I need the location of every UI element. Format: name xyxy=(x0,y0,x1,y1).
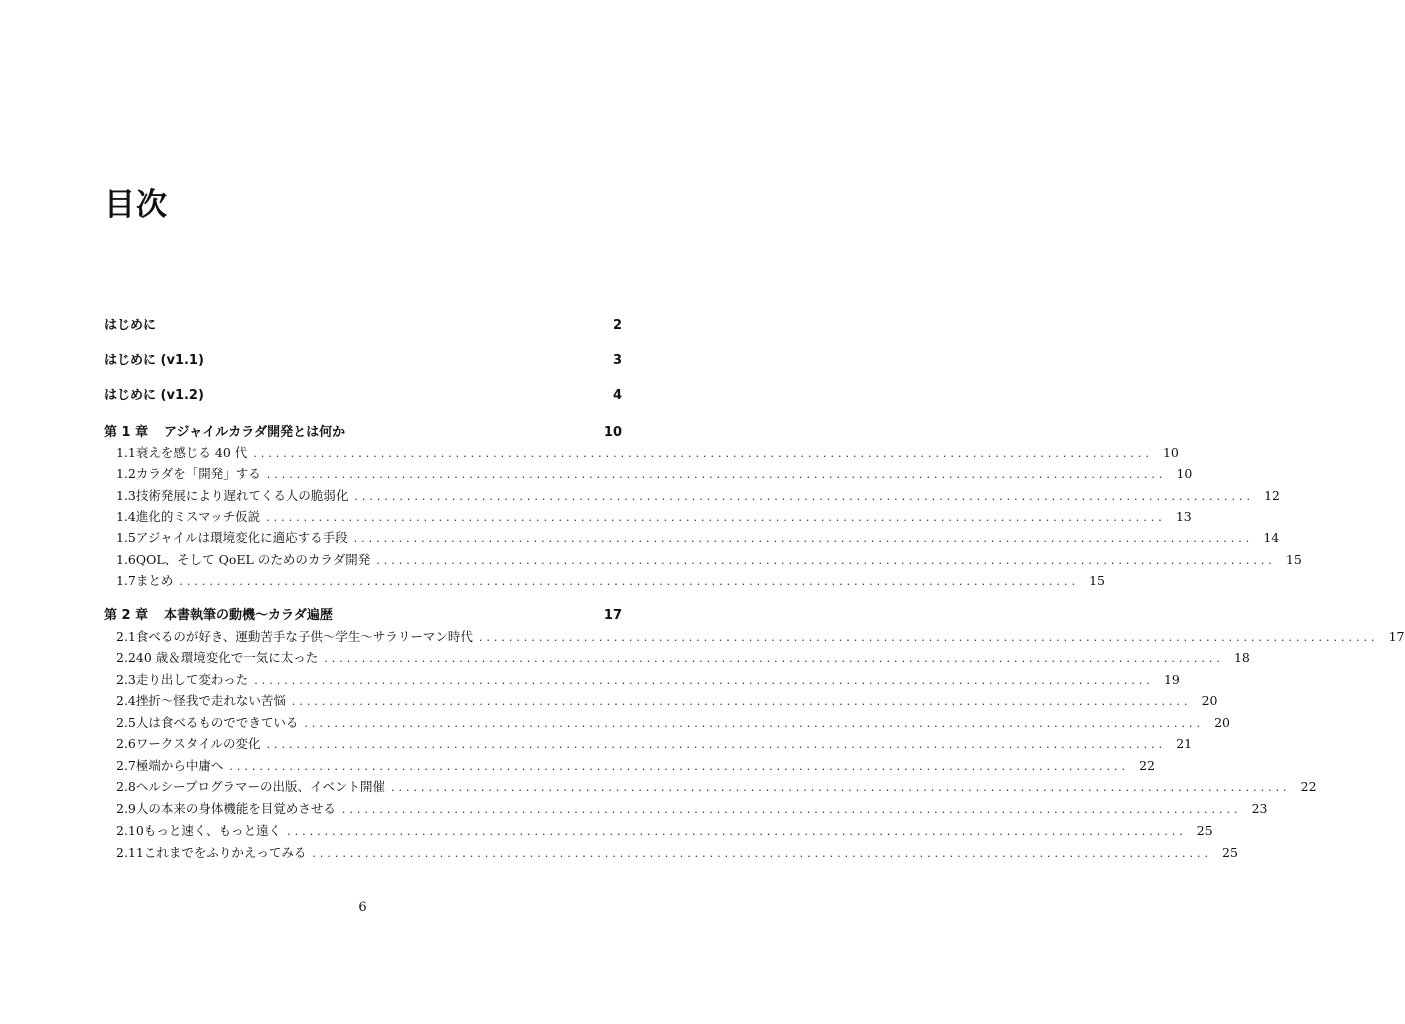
section-title: 衰えを感じる 40 代 xyxy=(135,445,248,460)
toc-entry-section[interactable] xyxy=(104,464,1193,484)
chapter-title: アジャイルカラダ開発とは何か xyxy=(164,425,346,440)
section-page: 10 xyxy=(1176,466,1193,481)
section-page: 15 xyxy=(1089,573,1105,588)
section-title: ヘルシープログラマーの出版、イベント開催 xyxy=(135,779,385,794)
section-title: もっと速く、もっと遠く xyxy=(143,823,282,838)
chapter-number: 第 1 章 xyxy=(104,425,149,440)
chapter-page: 10 xyxy=(603,425,622,440)
section-page: 21 xyxy=(1176,736,1193,751)
chapter-page: 17 xyxy=(603,608,622,623)
section-number: 2.1 xyxy=(116,629,136,644)
section-title: 極端から中庸へ xyxy=(135,758,224,773)
leader-dots: ........................................................................................................................ xyxy=(304,717,1204,730)
section-title: 挫折〜怪我で走れない苦悩 xyxy=(135,693,286,708)
section-number: 1.7 xyxy=(116,573,136,588)
section-page: 12 xyxy=(1264,488,1280,503)
section-number: 2.3 xyxy=(116,672,136,687)
section-page: 17 xyxy=(1388,629,1405,644)
section-title: 40 歳＆環境変化で一気に太った xyxy=(135,650,319,665)
leader-dots: ........................................................................................................................ xyxy=(353,532,1254,545)
toc-entry-section[interactable] xyxy=(104,670,1180,690)
section-number: 2.6 xyxy=(116,736,136,751)
section-number: 2.10 xyxy=(116,823,144,838)
chapter-title: 本書執筆の動機〜カラダ遍歴 xyxy=(164,608,333,623)
section-title: 食べるのが好き、運動苦手な子供〜学生〜サラリーマン時代 xyxy=(135,629,473,644)
section-page: 20 xyxy=(1201,693,1218,708)
section-page: 20 xyxy=(1214,715,1230,730)
leader-dots: ........................................................................................................................ xyxy=(312,847,1212,860)
section-page: 13 xyxy=(1175,509,1192,524)
leader-dots: ........................................................................................................................ xyxy=(478,631,1379,644)
section-number: 2.2 xyxy=(116,650,136,665)
section-number: 2.5 xyxy=(116,715,136,730)
page-number: 6 xyxy=(358,900,367,915)
section-page: 23 xyxy=(1251,801,1268,816)
toc-entry-title: はじめに xyxy=(104,318,157,333)
section-number: 2.9 xyxy=(116,801,136,816)
toc-entry-section[interactable] xyxy=(104,691,1218,711)
section-number: 1.5 xyxy=(116,530,136,545)
section-title: 進化的ミスマッチ仮説 xyxy=(135,509,261,524)
toc-entry-preface[interactable] xyxy=(104,314,622,334)
section-page: 10 xyxy=(1162,445,1179,460)
section-title: 人は食べるものでできている xyxy=(135,715,299,730)
toc-entry-page: 3 xyxy=(612,353,622,368)
section-title: ワークスタイルの変化 xyxy=(135,736,261,751)
toc-entry-section[interactable] xyxy=(104,507,1192,527)
section-page: 22 xyxy=(1139,758,1155,773)
section-number: 1.6 xyxy=(116,552,136,567)
leader-dots: ........................................................................................................................ xyxy=(254,674,1154,687)
toc-entry-section[interactable] xyxy=(104,550,1302,570)
section-title: 人の本来の身体機能を目覚めさせる xyxy=(135,801,336,816)
leader-dots: ........................................................................................................................ xyxy=(266,738,1167,751)
toc-entry-section[interactable] xyxy=(104,443,1179,463)
toc-entry-section[interactable] xyxy=(104,821,1213,841)
section-number: 2.4 xyxy=(116,693,136,708)
section-number: 2.8 xyxy=(116,779,136,794)
section-page: 22 xyxy=(1300,779,1317,794)
leader-dots: ........................................................................................................................ xyxy=(179,575,1079,588)
toc-entry-preface[interactable] xyxy=(104,384,622,404)
section-page: 15 xyxy=(1285,552,1302,567)
toc-entry-section[interactable] xyxy=(104,799,1268,819)
toc-entry-section[interactable] xyxy=(104,713,1230,733)
leader-dots: ........................................................................................................................ xyxy=(229,760,1129,773)
section-title: アジャイルは環境変化に適応する手段 xyxy=(135,530,348,545)
page-title: 目次 xyxy=(104,187,168,223)
leader-dots: ........................................................................................................................ xyxy=(266,511,1166,524)
section-page: 14 xyxy=(1263,530,1280,545)
section-page: 25 xyxy=(1196,823,1213,838)
toc-entry-section[interactable] xyxy=(104,777,1317,797)
toc-entry-preface[interactable] xyxy=(104,349,622,369)
section-number: 1.1 xyxy=(116,445,136,460)
toc-entry-title: はじめに (v1.2) xyxy=(104,388,204,403)
toc-entry-section[interactable] xyxy=(104,756,1155,776)
toc-entry-section[interactable] xyxy=(104,627,1405,647)
leader-dots: ........................................................................................................................ xyxy=(354,490,1254,503)
section-title: まとめ xyxy=(135,573,174,588)
toc-entry-page: 2 xyxy=(612,318,622,333)
section-title: 技術発展により遅れてくる人の脆弱化 xyxy=(135,488,349,503)
section-title: これまでをふりかえってみる xyxy=(143,845,307,860)
chapter-number: 第 2 章 xyxy=(104,608,149,623)
toc-entry-section[interactable] xyxy=(104,486,1280,506)
toc-entry-page: 4 xyxy=(612,388,622,403)
section-page: 18 xyxy=(1233,650,1250,665)
toc-entry-section[interactable] xyxy=(104,648,1250,668)
toc-entry-chapter[interactable] xyxy=(104,604,622,624)
section-number: 1.4 xyxy=(116,509,136,524)
section-number: 2.7 xyxy=(116,758,136,773)
toc-entry-chapter[interactable] xyxy=(104,421,622,441)
section-page: 19 xyxy=(1163,672,1180,687)
leader-dots: ........................................................................................................................ xyxy=(376,554,1276,567)
section-title: 走り出して変わった xyxy=(135,672,249,687)
leader-dots: ........................................................................................................................ xyxy=(253,447,1153,460)
section-page: 25 xyxy=(1222,845,1238,860)
leader-dots: ........................................................................................................................ xyxy=(390,781,1291,794)
toc-entry-section[interactable] xyxy=(104,843,1238,863)
leader-dots: ........................................................................................................................ xyxy=(287,825,1187,838)
section-number: 2.11 xyxy=(116,845,144,860)
leader-dots: ........................................................................................................................ xyxy=(291,695,1192,708)
leader-dots: ........................................................................................................................ xyxy=(324,652,1224,665)
section-title: QOL、そして QoEL のためのカラダ開発 xyxy=(135,552,371,567)
section-title: カラダを「開発」する xyxy=(135,466,261,481)
leader-dots: ........................................................................................................................ xyxy=(266,468,1167,481)
toc-entry-section[interactable] xyxy=(104,528,1280,548)
toc-entry-section[interactable] xyxy=(104,571,1105,591)
toc-entry-section[interactable] xyxy=(104,734,1193,754)
toc-entry-title: はじめに (v1.1) xyxy=(104,353,204,368)
section-number: 1.3 xyxy=(116,488,136,503)
section-number: 1.2 xyxy=(116,466,136,481)
leader-dots: ........................................................................................................................ xyxy=(341,803,1242,816)
